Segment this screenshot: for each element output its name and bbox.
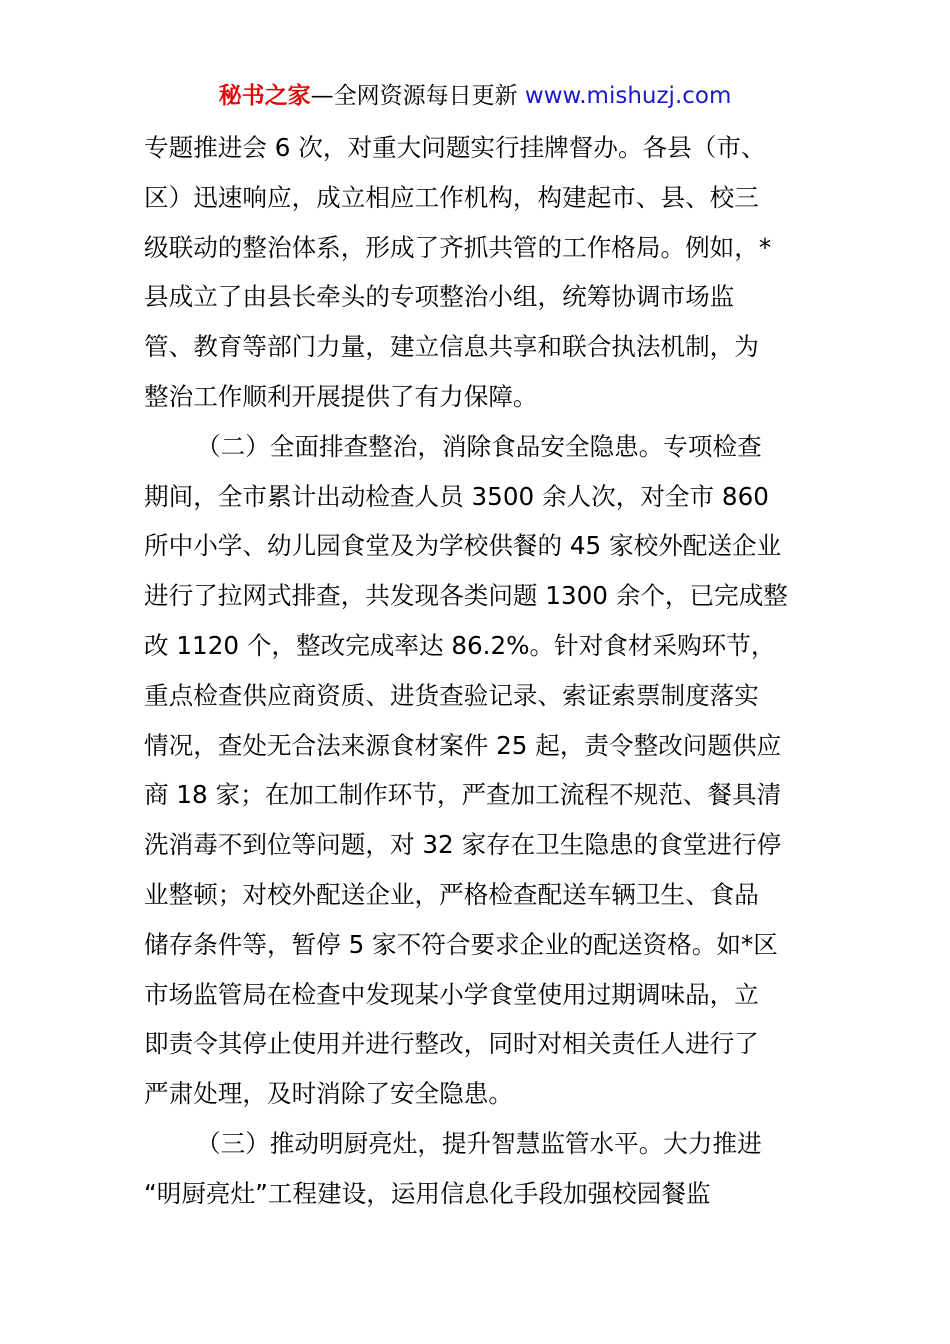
text-line: 重点检查供应商资质、进货查验记录、索证索票制度落实 bbox=[144, 680, 759, 710]
site-brand: 秘书之家 bbox=[218, 83, 311, 109]
text-line: 县成立了由县长牵头的专项整治小组，统筹协调市场监 bbox=[144, 282, 735, 312]
text-line: 级联动的整治体系，形成了齐抓共管的工作格局。例如，* bbox=[144, 232, 772, 262]
section-heading-line: （二）全面排查整治，消除食品安全隐患。专项检查 bbox=[196, 431, 762, 461]
text-line: 改 1120 个，整改完成率达 86.2%。针对食材采购环节， bbox=[144, 630, 776, 660]
text-line: 整治工作顺利开展提供了有力保障。 bbox=[144, 381, 538, 411]
site-url-link[interactable]: www.mishuzj.com bbox=[524, 83, 732, 109]
text-line: 商 18 家；在加工制作环节，严查加工流程不规范、餐具清 bbox=[144, 780, 782, 810]
text-line: 所中小学、幼儿园食堂及为学校供餐的 45 家校外配送企业 bbox=[144, 531, 782, 561]
page-header bbox=[0, 80, 950, 112]
text-line: 即责令其停止使用并进行整改，同时对相关责任人进行了 bbox=[144, 1029, 759, 1059]
text-line: 市场监管局在检查中发现某小学食堂使用过期调味品，立 bbox=[144, 979, 759, 1009]
text-line: 业整顿；对校外配送企业，严格检查配送车辆卫生、食品 bbox=[144, 879, 759, 909]
text-line: 进行了拉网式排查，共发现各类问题 1300 余个，已完成整 bbox=[144, 581, 788, 611]
text-line: 情况，查处无合法来源食材案件 25 起，责令整改问题供应 bbox=[144, 730, 782, 760]
text-line: “明厨亮灶”工程建设，运用信息化手段加强校园餐监 bbox=[144, 1178, 711, 1208]
section-heading-line: （三）推动明厨亮灶，提升智慧监管水平。大力推进 bbox=[196, 1128, 762, 1158]
text-line: 期间，全市累计出动检查人员 3500 余人次，对全市 860 bbox=[144, 481, 769, 511]
document-body bbox=[144, 123, 808, 1219]
site-tagline: —全网资源每日更新 bbox=[310, 83, 525, 109]
text-line: 严肃处理，及时消除了安全隐患。 bbox=[144, 1079, 513, 1109]
text-line: 专题推进会 6 次，对重大问题实行挂牌督办。各县（市、 bbox=[144, 133, 766, 162]
text-line: 洗消毒不到位等问题，对 32 家存在卫生隐患的食堂进行停 bbox=[144, 830, 782, 860]
text-line: 管、教育等部门力量，建立信息共享和联合执法机制，为 bbox=[144, 332, 759, 362]
text-line: 储存条件等，暂停 5 家不符合要求企业的配送资格。如*区 bbox=[144, 929, 778, 959]
text-line: 区）迅速响应，成立相应工作机构，构建起市、县、校三 bbox=[144, 182, 759, 212]
